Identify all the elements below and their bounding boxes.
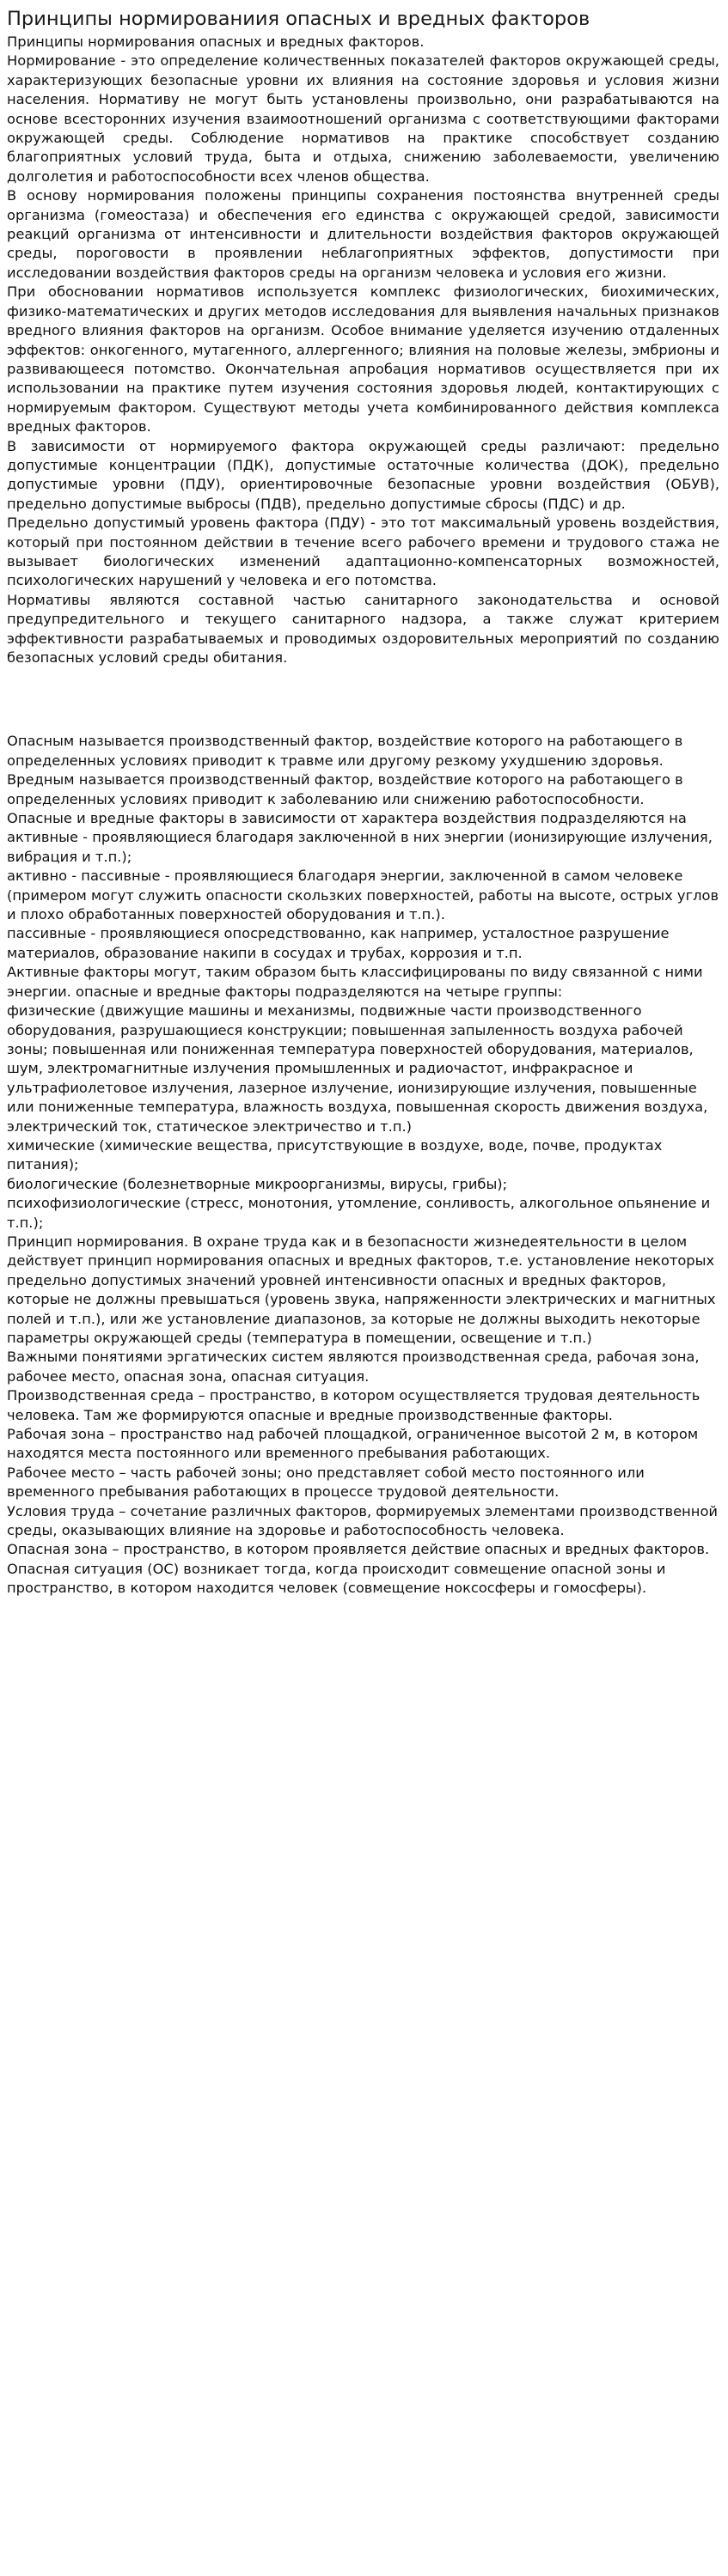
paragraph: физические (движущие машины и механизмы, подвижные части производственного оборудования, разрушающиеся конструкции; повышенная запыленность воздуха рабочей зоны; повышенная или пониженная температура поверхностей оборудования, материалов, шум, электромагнитные излучения промышленных и радиочастот, инфракрасное и ультрафиолетовое излучения, лазерное излучение, ионизирующие излучения, повышенные или пониженные температура, влажность воздуха, повышенная скорость движения воздуха, электрический ток, статическое электричество и т.п.) [7,1002,708,1135]
paragraph: Опасная зона – пространство, в котором проявляется действие опасных и вредных факторов. [7,1541,710,1558]
paragraph: Рабочая зона – пространство над рабочей площадкой, ограниченное высотой 2 м, в котором находятся места постоянного или временного пребывания работающих. [7,1426,699,1462]
section-norming-principles [0,33,728,667]
paragraph: активные - проявляющиеся благодаря заключенной в них энергии (ионизирующие излучения, вибрация и т.п.); [7,829,713,865]
paragraph: Важными понятиями эргатических систем являются производственная среда, рабочая зона, рабочее место, опасная зона, опасная ситуация. [7,1349,700,1385]
paragraph: Нормативы являются составной частью санитарного законодательства и основой предупредительного и текущего санитарного надзора, а также служат критерием эффективности разрабатываемых и проводимых оздоровительных мероприятий по созданию безопасных условий среды обитания. [7,591,719,666]
paragraph: Активные факторы могут, таким образом быть классифицированы по виду связанной с ними энергии. опасные и вредные факторы подразделяются на четыре группы: [7,964,703,1000]
paragraph: Опасным называется производственный фактор, воздействие которого на работающего в определенных условиях приводит к травме или другому резкому ухудшению здоровья. [7,733,683,769]
paragraph: Рабочее место – часть рабочей зоны; оно представляет собой место постоянного или временного пребывания работающих в процессе трудовой деятельности. [7,1464,645,1501]
paragraph: Опасные и вредные факторы в зависимости от характера воздействия подразделяются на [7,810,687,827]
paragraph: Условия труда – сочетание различных факторов, формируемых элементами производственной среды, оказывающих влияние на здоровье и работоспособность человека. [7,1502,718,1539]
paragraph: пассивные - проявляющиеся опосредствованно, как например, усталостное разрушение материалов, образование накипи в сосудах и трубах, коррозия и т.п. [7,925,670,961]
paragraph: психофизиологические (стресс, монотония, утомление, сонливость, алкогольное опьянение и т.п.); [7,1195,711,1231]
paragraph: химические (химические вещества, присутствующие в воздухе, воде, почве, продуктах питания); [7,1136,663,1173]
paragraph: В зависимости от нормируемого фактора окружающей среды различают: предельно допустимые концентрации (ПДК), допустимые остаточные количества (ДОК), предельно допустимые уровни (ПДУ), ориентировочные безопасные уровни воздействия (ОБУВ), предельно допустимые выбросы (ПДВ), предельно допустимые сбросы (ПДС) и др. [7,437,719,512]
paragraph: Предельно допустимый уровень фактора (ПДУ) - это тот максимальный уровень воздействия, который при постоянном действии в течение всего рабочего времени и трудового стажа не вызывает биологических изменений адаптационно-компенсаторных возможностей, психологических нарушений у человека и его потомства. [7,515,719,589]
paragraph: биологические (болезнетворные микроорганизмы, вирусы, грибы); [7,1175,508,1192]
paragraph: Принцип нормирования. В охране труда как и в безопасности жизнедеятельности в целом действует принцип нормирования опасных и вредных факторов, т.е. установление некоторых предельно допустимых значений уровней интенсивности опасных и вредных факторов, которые не должны превышаться (уровень звука, напряженности электрических и магнитных полей и т.п.), или же установление диапазонов, за которые не должны выходить некоторые параметры окружающей среды (температура в помещении, освещение и т.п.) [7,1233,716,1346]
page-title: Принципы нормированиия опасных и вредных факторов [7,8,590,30]
paragraph: активно - пассивные - проявляющиеся благодаря энергии, заключенной в самом человеке (примером могут служить опасности скользких поверхностей, работы на высоте, острых углов и плохо обработанных поверхностей оборудования и т.п.). [7,868,719,923]
paragraph: Вредным называется производственный фактор, воздействие которого на работающего в определенных условиях приводит к заболеванию или снижению работоспособности. [7,771,683,807]
paragraph: Нормирование - это определение количественных показателей факторов окружающей среды, характеризующих безопасные уровни их влияния на состояние здоровья и условия жизни населения. Нормативу не могут быть установлены произвольно, они разрабатываются на основе всесторонних изучения взаимоотношений организма с соответствующими факторами окружающей среды. Соблюдение нормативов на практике способствует созданию благоприятных условий труда, быта и отдыха, снижению заболеваемости, увеличению долголетия и работоспособности всех членов общества. [7,52,719,185]
paragraph: Производственная среда – пространство, в котором осуществляется трудовая деятельность человека. Там же формируются опасные и вредные производственные факторы. [7,1387,700,1423]
paragraph: При обосновании нормативов используется комплекс физиологических, биохимических, физико-математических и других методов исследования для выявления начальных признаков вредного влияния факторов на организм. Особое внимание уделяется изучению отдаленных эффектов: онкогенного, мутагенного, аллергенного; влияния на половые железы, эмбрионы и развивающееся потомство. Окончательная апробация нормативов осуществляется при их использовании на практике путем изучения состояния здоровья людей, контактирующих с нормируемым фактором. Существуют методы учета комбинированного действия комплекса вредных факторов. [7,283,719,435]
paragraph: Принципы нормирования опасных и вредных факторов. [7,33,425,50]
section-hazard-factors [0,732,728,1598]
paragraph: Опасная ситуация (ОС) возникает тогда, когда происходит совмещение опасной зоны и пространство, в котором находится человек (совмещение ноксосферы и гомосферы). [7,1560,666,1597]
paragraph: В основу нормирования положены принципы сохранения постоянства внутренней среды организма (гомеостаза) и обеспечения его единства с окружающей средой, зависимости реакций организма от интенсивности и длительности воздействия факторов окружающей среды, пороговости в проявлении неблагоприятных эффектов, допустимости при исследовании воздействия факторов среды на организм человека и условия его жизни. [7,187,719,281]
